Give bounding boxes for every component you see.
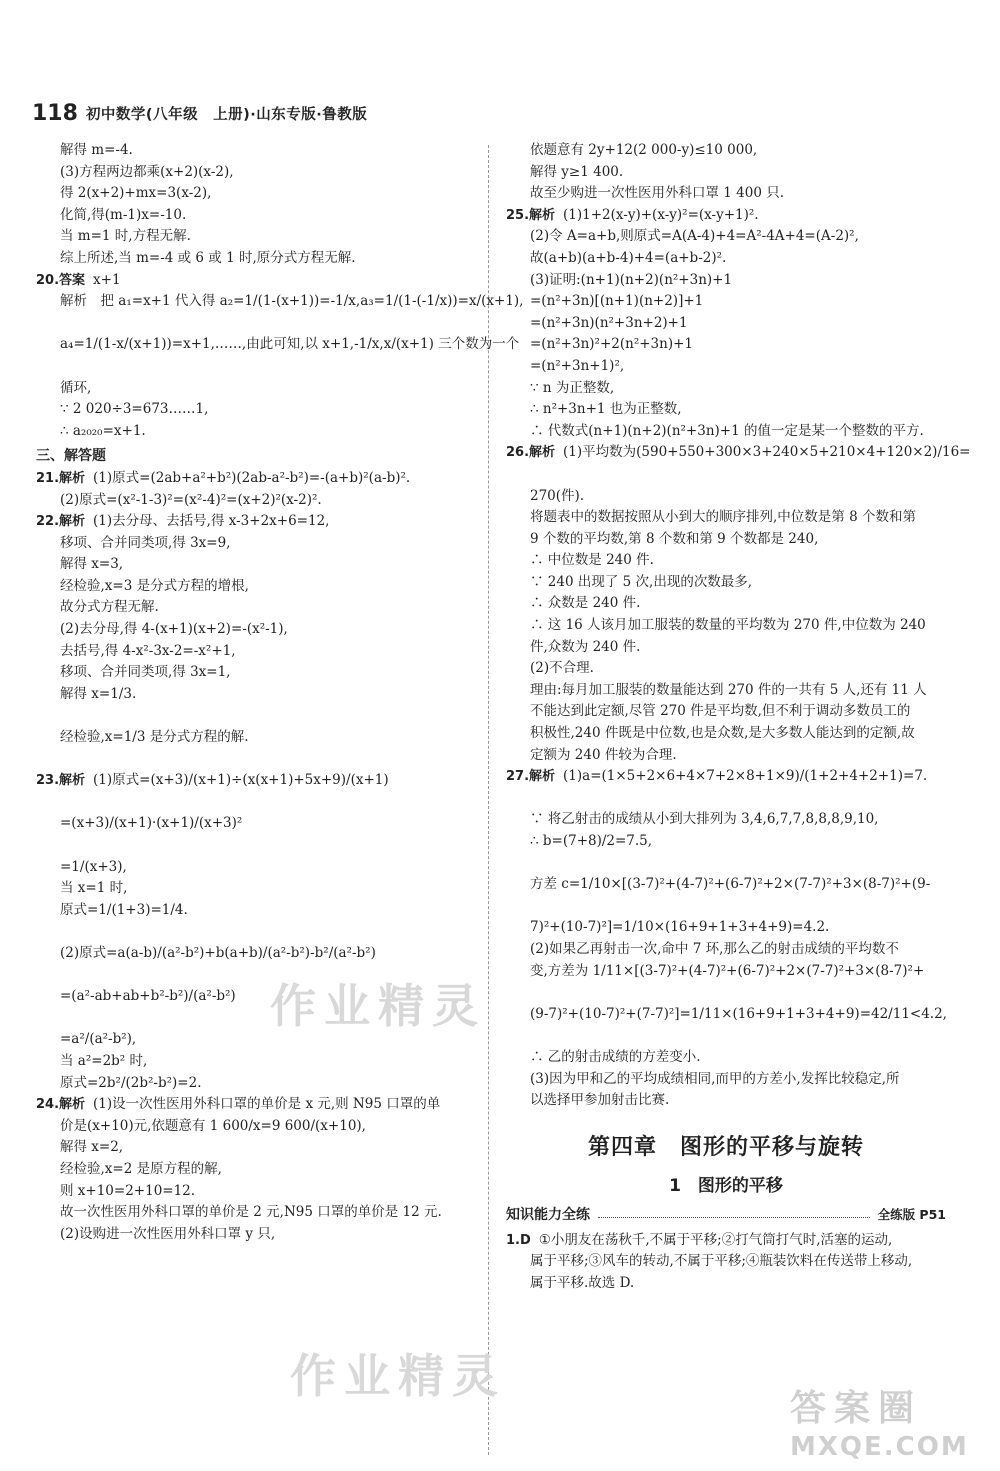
line-text: x+1	[93, 271, 121, 288]
text-line	[36, 140, 476, 162]
line-text: ∴ 众数是 240 件.	[530, 595, 641, 612]
page-number: 118	[32, 100, 78, 126]
text-line	[36, 162, 476, 184]
line-text: =(n²+3n)²+2(n²+3n)+1	[530, 336, 693, 353]
watermark-site: MXQE.COM	[790, 1432, 969, 1462]
text-line	[506, 853, 946, 875]
text-line	[506, 788, 946, 810]
line-text: 得 2(x+2)+mx=3(x-2),	[60, 185, 212, 202]
text-line	[36, 313, 476, 335]
problem-label: 24.解析	[36, 1097, 86, 1113]
line-text: ∴ a₂₀₂₀=x+1.	[60, 422, 146, 439]
line-text: 循环,	[60, 379, 92, 396]
line-text: ∵ 将乙射击的成绩从小到大排列为 3,4,6,7,7,8,8,8,9,10,	[530, 811, 879, 828]
text-line	[36, 1073, 476, 1095]
text-line	[36, 857, 476, 879]
watermark: 作业精灵	[290, 1349, 506, 1403]
text-line	[506, 248, 946, 270]
text-line	[36, 291, 524, 313]
problem-line	[506, 766, 946, 788]
text-line	[36, 399, 476, 421]
text-line	[36, 356, 476, 378]
book-title: 初中数学(八年级 上册)·山东专版·鲁教版	[85, 106, 368, 123]
line-text: (3)证明:(n+1)(n+2)(n²+3n)+1	[530, 271, 733, 288]
text-line	[36, 554, 476, 576]
line-text: ∵ 240 出现了 5 次,出现的次数最多,	[530, 573, 753, 590]
line-text: 解得 x=3,	[60, 556, 124, 573]
text-line	[506, 378, 946, 400]
dotted-leader	[598, 1209, 870, 1218]
line-text: ∴ 中位数是 240 件.	[530, 552, 654, 569]
text-line	[36, 1202, 476, 1224]
problem-label: 20.答案	[36, 272, 86, 288]
line-text: 三、解答题	[36, 448, 106, 465]
problem-label: 27.解析	[506, 769, 556, 785]
problem-label: 1.D	[506, 1232, 531, 1248]
line-text: 积极性,240 件既是中位数,也是众数,是大多数人能达到的定额,故	[530, 725, 915, 742]
text-line	[36, 533, 476, 555]
text-line	[506, 226, 946, 248]
text-line	[506, 874, 946, 896]
text-line	[36, 183, 476, 205]
line-text: 9 个数的平均数,第 8 个数和第 9 个数都是 240,	[530, 530, 819, 547]
right-column-solutions	[506, 140, 971, 1112]
line-text: (2)令 A=a+b,则原式=A(A-4)+4=A²-4A+4=(A-2)²,	[530, 228, 859, 245]
line-text: 定额为 240 件较为合理.	[530, 746, 677, 763]
problem-line	[506, 1230, 946, 1252]
line-text: =(x+3)/(x+1)·(x+1)/(x+3)²	[60, 815, 243, 832]
text-line	[506, 291, 946, 313]
text-line	[506, 658, 946, 680]
text-line	[506, 680, 946, 702]
text-line	[36, 378, 476, 400]
text-line	[506, 831, 946, 853]
knowledge-banner	[506, 1204, 946, 1224]
text-line	[506, 313, 946, 335]
line-text: 解析 把 a₁=x+1 代入得 a₂=1/(1-(x+1))=-1/x,a₃=1/(1-(-1/x))=x/(x+1),	[60, 293, 524, 310]
problem-label: 21.解析	[36, 470, 86, 486]
line-text: (2)原式=(x²-1-3)²=(x²-4)²=(x+2)²(x-2)².	[60, 491, 322, 508]
text-line	[506, 1090, 946, 1112]
text-line	[506, 1025, 946, 1047]
text-line	[506, 421, 946, 443]
line-text: 属于平移;③风车的转动,不属于平移;④瓶装饮料在传送带上移动,	[530, 1253, 913, 1270]
problem-label: 25.解析	[506, 207, 556, 223]
text-line	[506, 183, 946, 205]
edition-ref: 全练版 P51	[877, 1206, 946, 1222]
watermark-logo: 答案圈	[790, 1388, 923, 1429]
text-line	[506, 356, 946, 378]
text-line	[506, 572, 946, 594]
line-text: 变,方差为 1/11×[(3-7)²+(4-7)²+(6-7)²+2×(7-7)²+3×(8-7)²+	[530, 962, 925, 979]
text-line	[36, 835, 476, 857]
text-line	[36, 813, 476, 835]
line-text: ∴ 这 16 人该月加工服装的数量的平均数为 270 件,中位数为 240	[530, 617, 926, 634]
line-text: 故至少购进一次性医用外科口罩 1 400 只.	[530, 185, 785, 202]
line-text: 方差 c=1/10×[(3-7)²+(4-7)²+(6-7)²+2×(7-7)²+3×(8-7)²+(9-	[530, 876, 931, 893]
line-text: (2)去分母,得 4-(x+1)(x+2)=-(x²-1),	[60, 621, 288, 638]
text-line	[36, 576, 476, 598]
line-text: ∵ n 为正整数,	[530, 379, 615, 396]
text-line	[36, 749, 476, 771]
line-text: (2)原式=a(a-b)/(a²-b²)+b(a+b)/(a²-b²)-b²/(a²-b²)	[60, 944, 376, 961]
section-heading	[36, 446, 476, 468]
line-text: 故一次性医用外科口罩的单价是 2 元,N95 口罩的单价是 12 元.	[60, 1204, 442, 1221]
text-line	[36, 727, 476, 749]
line-text: 270(件).	[530, 487, 585, 504]
text-line	[506, 701, 946, 723]
text-line	[36, 1116, 476, 1138]
text-line	[36, 597, 476, 619]
text-line	[506, 723, 946, 745]
line-text: 化简,得(m-1)x=-10.	[60, 206, 187, 223]
line-text: (1)原式=(2ab+a²+b²)(2ab-a²-b²)=-(a+b)²(a-b)².	[93, 469, 411, 486]
text-line	[506, 1069, 946, 1091]
text-line	[36, 334, 520, 356]
text-line	[36, 1181, 476, 1203]
line-text: 故分式方程无解.	[60, 599, 159, 616]
problem-line	[506, 442, 971, 464]
problem-line	[36, 770, 476, 792]
problem-line	[36, 1094, 476, 1116]
line-text: =(n²+3n+1)²,	[530, 357, 625, 374]
line-text: 原式=1/(1+3)=1/4.	[60, 901, 188, 918]
line-text: 7)²+(10-7)²]=1/10×(16+9+1+3+4+9)=4.2.	[530, 919, 830, 936]
line-text: ∴ b=(7+8)/2=7.5,	[530, 833, 653, 849]
line-text: 移项、合并同类项,得 3x=9,	[60, 534, 231, 551]
text-line	[506, 961, 946, 983]
lesson-title: 1 图形的平移	[669, 1175, 783, 1196]
text-line	[506, 1004, 946, 1026]
text-line	[506, 334, 946, 356]
line-text: 解得 x=1/3.	[60, 685, 137, 702]
problem-line	[36, 468, 476, 490]
text-line	[506, 917, 946, 939]
text-line	[506, 529, 946, 551]
line-text: (1)平均数为(590+550+300×3+240×5+210×4+120×2)/16=	[563, 444, 971, 461]
text-line	[506, 550, 946, 572]
problem-label: 22.解析	[36, 514, 86, 530]
text-line	[36, 705, 476, 727]
text-line	[506, 507, 946, 529]
text-line	[36, 684, 476, 706]
line-text: (1)原式=(x+3)/(x+1)÷(x(x+1)+5x+9)/(x+1)	[93, 772, 389, 789]
line-text: ①小朋友在荡秋千,不属于平移;②打气筒打气时,活塞的运动,	[538, 1231, 893, 1248]
text-line	[36, 205, 476, 227]
text-line	[36, 878, 476, 900]
line-text: 以选择甲参加射击比赛.	[530, 1092, 670, 1109]
watermark: 作业精灵	[270, 979, 486, 1033]
problem-line	[36, 511, 476, 533]
line-text: (1)1+2(x-y)+(x-y)²=(x-y+1)².	[563, 206, 759, 223]
line-text: =(n²+3n)(n²+3n+2)+1	[530, 314, 688, 331]
text-line	[36, 1051, 476, 1073]
text-line	[36, 248, 476, 270]
line-text: 故(a+b)(a+b-4)+4=(a+b-2)².	[530, 249, 727, 266]
text-line	[36, 226, 476, 248]
text-line	[506, 982, 946, 1004]
line-text: 当 m=1 时,方程无解.	[60, 228, 191, 245]
text-line	[36, 662, 476, 684]
text-line	[36, 1224, 476, 1246]
text-line	[36, 792, 476, 814]
line-text: (2)不合理.	[530, 660, 594, 677]
text-line	[36, 619, 476, 641]
text-line	[506, 637, 946, 659]
line-text: 解得 x=2,	[60, 1139, 124, 1156]
text-line	[36, 921, 476, 943]
line-text: =(a²-ab+ab+b²-b²)/(a²-b²)	[60, 988, 236, 1005]
line-text: ∴ n²+3n+1 也为正整数,	[530, 401, 682, 418]
text-line	[506, 486, 946, 508]
line-text: 经检验,x=1/3 是分式方程的解.	[60, 729, 249, 746]
text-line	[36, 943, 476, 965]
line-text: (3)方程两边都乘(x+2)(x-2),	[60, 163, 234, 180]
text-line	[36, 421, 476, 443]
line-text: =(n²+3n)[(n+1)(n+2)]+1	[530, 293, 704, 310]
line-text: 当 x=1 时,	[60, 880, 128, 897]
line-text: ∴ 乙的射击成绩的方差变小.	[530, 1048, 701, 1065]
line-text: 当 a²=2b² 时,	[60, 1052, 148, 1069]
line-text: 依题意有 2y+12(2 000-y)≤10 000,	[530, 142, 758, 158]
line-text: 解得 y≥1 400.	[530, 163, 624, 180]
line-text: (1)设一次性医用外科口罩的单价是 x 元,则 N95 口罩的单	[93, 1096, 441, 1113]
line-text: 价是(x+10)元,依题意有 1 600/x=9 600/(x+10),	[60, 1117, 366, 1134]
text-line	[506, 809, 946, 831]
line-text: ∵ 2 020÷3=673……1,	[60, 401, 209, 418]
problem-line	[506, 205, 946, 227]
page-header	[32, 98, 367, 128]
text-line	[506, 1047, 946, 1069]
text-line	[506, 464, 946, 486]
line-text: (2)如果乙再射击一次,命中 7 环,那么乙的射击成绩的平均数不	[530, 940, 899, 957]
line-text: 件,众数为 240 件.	[530, 638, 641, 655]
line-text: 解得 m=-4.	[60, 142, 133, 158]
line-text: 移项、合并同类项,得 3x=1,	[60, 664, 231, 681]
text-line	[36, 1159, 476, 1181]
text-line	[506, 896, 946, 918]
line-text: 将题表中的数据按照从小到大的顺序排列,中位数是第 8 个数和第	[530, 509, 916, 526]
text-line	[506, 1251, 946, 1273]
text-line	[506, 593, 946, 615]
line-text: (9-7)²+(10-7)²+(7-7)²]=1/11×(16+9+1+3+4+9)=42/11<4.2,	[530, 1005, 947, 1022]
text-line	[36, 641, 476, 663]
text-line	[506, 162, 946, 184]
line-text: (2)设购进一次性医用外科口罩 y 只,	[60, 1225, 276, 1242]
text-line	[36, 900, 476, 922]
chapter-title: 第四章 图形的平移与旋转	[587, 1134, 864, 1160]
line-text: 综上所述,当 m=-4 或 6 或 1 时,原分式方程无解.	[60, 249, 356, 266]
problem-line	[36, 270, 476, 292]
problem-label: 23.解析	[36, 773, 86, 789]
knowledge-label: 知识能力全练	[506, 1206, 590, 1223]
text-line	[506, 1273, 946, 1295]
text-line	[506, 615, 946, 637]
problem-label: 26.解析	[506, 445, 556, 461]
line-text: 原式=2b²/(2b²-b²)=2.	[60, 1074, 202, 1091]
right-column-answers	[506, 1230, 946, 1295]
text-line	[506, 399, 946, 421]
right-column	[506, 140, 971, 1295]
line-text: a₄=1/(1-x/(x+1))=x+1,……,由此可知,以 x+1,-1/x,x/(x+1) 三个数为一个	[60, 336, 520, 353]
line-text: =1/(x+3),	[60, 858, 127, 875]
line-text: (1)去分母、去括号,得 x-3+2x+6=12,	[93, 513, 330, 530]
text-line	[506, 140, 946, 162]
line-text: ∴ 代数式(n+1)(n+2)(n²+3n)+1 的值一定是某一个整数的平方.	[530, 422, 924, 439]
line-text: (3)因为甲和乙的平均成绩相同,而甲的方差小,发挥比较稳定,所	[530, 1070, 900, 1087]
line-text: 则 x+10=2+10=12.	[60, 1182, 196, 1199]
line-text: 去括号,得 4-x²-3x-2=-x²+1,	[60, 642, 236, 659]
line-text: 不能达到此定额,尽管 270 件是平均数,但不利于调动多数员工的	[530, 703, 911, 720]
line-text: 经检验,x=3 是分式方程的增根,	[60, 577, 249, 594]
line-text: 属于平移.故选 D.	[530, 1274, 635, 1291]
line-text: =a²/(a²-b²),	[60, 1031, 137, 1048]
line-text: (1)a=(1×5+2×6+4×7+2×8+1×9)/(1+2+4+2+1)=7.	[563, 768, 928, 785]
text-line	[36, 1137, 476, 1159]
text-line	[506, 939, 946, 961]
line-text: 理由:每月加工服装的数量能达到 270 件的一共有 5 人,还有 11 人	[530, 681, 927, 698]
line-text: 经检验,x=2 是原方程的解,	[60, 1160, 222, 1177]
text-line	[36, 490, 476, 512]
text-line	[506, 270, 946, 292]
text-line	[506, 745, 946, 767]
